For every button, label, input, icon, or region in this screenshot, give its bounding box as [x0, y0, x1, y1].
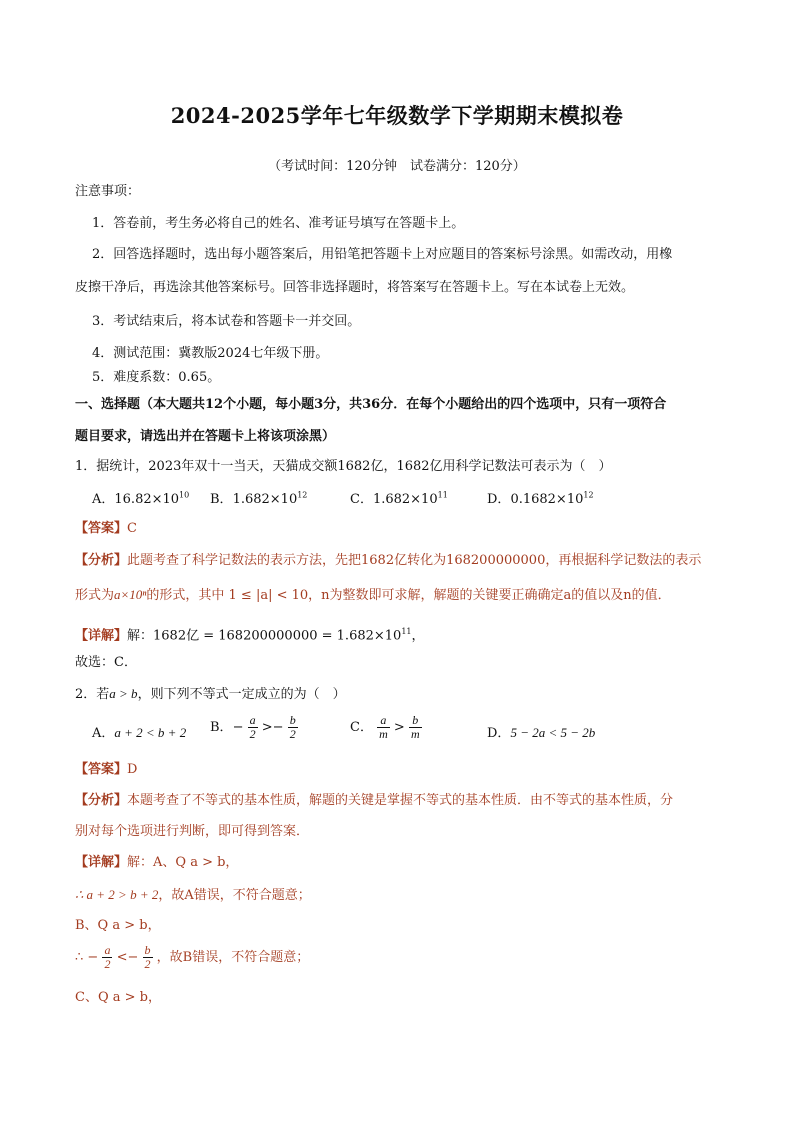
section-heading-continued: 题目要求，请选出并在答题卡上将该项涂黑） — [75, 429, 336, 444]
q1-answer: 【答案】C — [75, 521, 137, 536]
q2-detail-line: B、Q a > b， — [75, 918, 161, 933]
q2-answer: 【答案】D — [75, 762, 138, 777]
notice-heading: 注意事项： — [75, 184, 141, 199]
notice-item: 2．回答选择题时，选出每小题答案后，用铅笔把答题卡上对应题目的答案标号涂黑。如需改动，用橡 — [92, 247, 673, 262]
q2-option-b: B．− $\frac{a}{2}$ >− $\frac{b}{2}$ — [210, 713, 296, 741]
q1-detail: 【详解】解：1682亿 = $168200000000 = 1.682\times 10^{11}$， — [75, 627, 425, 644]
q2-detail-line: C、Q a > b， — [75, 990, 161, 1005]
q1-option-d: D．$0.1682\times 10^{12}$ — [487, 490, 594, 507]
q2-analysis: 【分析】本题考查了不等式的基本性质，解题的关键是掌握不等式的基本性质．由不等式的基本性质，分 — [75, 793, 674, 808]
q1-option-a: A．$16.82\times 10^{10}$ — [92, 490, 190, 507]
q1-option-b: B．$1.682\times 10^{12}$ — [210, 490, 308, 507]
q2-option-c: C． $\frac{a}{m}$ > $\frac{b}{m}$ — [350, 713, 420, 741]
q2-detail-line: ∴ − $\frac{a}{2}$ <− $\frac{b}{2}$ ，故B错误，不符合题意； — [75, 943, 310, 971]
notice-item-continued: 皮擦干净后，再选涂其他答案标号。回答非选择题时，将答案写在答题卡上。写在本试卷上无效。 — [75, 280, 635, 295]
q1-analysis: 【分析】此题考查了科学记数法的表示方法，先把1682亿转化为168200000000，再根据科学记数法的表示 — [75, 553, 702, 568]
q2-detail: 【详解】解：A、Q a > b， — [75, 855, 239, 870]
q1-analysis-continued: 形式为a×10ⁿ的形式，其中 1 ≤ |a| < 10，n为整数即可求解，解题的关键要正确确定a的值以及n的值． — [75, 587, 671, 603]
section-heading: 一、选择题（本大题共12个小题，每小题3分，共36分．在每个小题给出的四个选项中，只有一项符合 — [75, 397, 667, 412]
q2-detail-line: ∴ a + 2 > b + 2，故A错误，不符合题意； — [75, 887, 311, 903]
question-2-stem: 2．若a > b，则下列不等式一定成立的为（ ） — [75, 686, 346, 702]
q2-analysis-continued: 别对每个选项进行判断，即可得到答案． — [75, 824, 310, 839]
page-title: 2024-2025学年七年级数学下学期期末模拟卷 — [170, 103, 624, 128]
notice-item: 1．答卷前，考生务必将自己的姓名、准考证号填写在答题卡上。 — [92, 216, 465, 231]
q2-option-d: D．5 − 2a < 5 − 2b — [487, 725, 596, 741]
notice-item: 4．测试范围：冀教版2024七年级下册。 — [92, 346, 329, 361]
q2-option-a: A．a + 2 < b + 2 — [92, 725, 187, 741]
notice-item: 5．难度系数：0.65。 — [92, 370, 221, 385]
q1-conclusion: 故选：C． — [75, 655, 137, 670]
exam-info: （考试时间：120分钟 试卷满分：120分） — [268, 159, 526, 174]
question-1-stem: 1．据统计，2023年双十一当天，天猫成交额1682亿，1682亿用科学记数法可表示为（ ） — [75, 459, 612, 474]
q1-option-c: C．$1.682\times 10^{11}$ — [350, 490, 448, 507]
notice-item: 3．考试结束后，将本试卷和答题卡一并交回。 — [92, 314, 361, 329]
